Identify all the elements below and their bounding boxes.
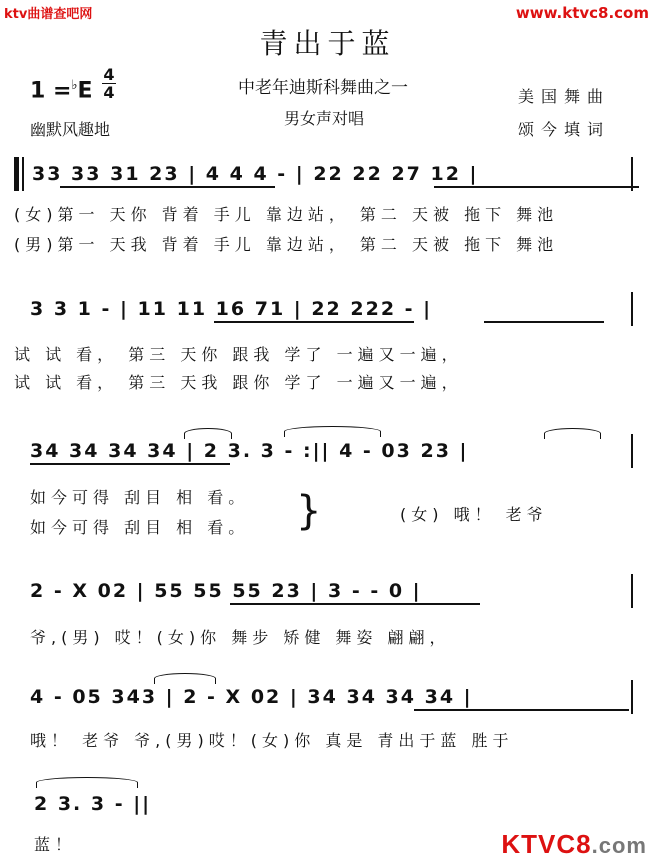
lyric-row-3b: 如今可得 刮目 相 看。 — [30, 518, 250, 537]
key-letter: E — [77, 78, 93, 104]
key-label: 1 = — [30, 78, 72, 104]
song-title: 青出于蓝 — [259, 27, 396, 60]
tie — [184, 428, 232, 439]
beam — [414, 709, 629, 711]
notes-row-3: 34 34 34 34 | 2 3. 3 - :|| 4 - 03 23 | — [30, 440, 469, 462]
barline — [631, 680, 633, 714]
beam — [434, 186, 639, 188]
score-row-1 — [14, 163, 633, 203]
score-row-4 — [14, 580, 633, 620]
key-signature — [30, 78, 93, 103]
flat-icon: ♭ — [71, 78, 78, 93]
lyric-row-2b: 试 试 看， 第三 天我 跟你 学了 一遍又一遍， — [14, 373, 463, 392]
lyric-row-5: 哦！ 老爷 爷,(男)哎！(女)你 真是 青出于蓝 胜于 — [30, 731, 514, 750]
barline — [631, 574, 633, 608]
tie — [544, 428, 601, 439]
barline — [631, 434, 633, 468]
subtitle: 中老年迪斯科舞曲之一 — [238, 78, 408, 98]
barline — [631, 157, 633, 191]
lyric-row-1b: (男)第一 天我 背着 手儿 靠边站， 第二 天被 拖下 舞池 — [14, 235, 559, 254]
watermark-domain: .com — [591, 833, 647, 858]
watermark-top-right: www.ktvc8.com — [515, 4, 649, 22]
notes-row-6: 2 3. 3 - || — [34, 793, 152, 815]
lyricist-credit: 颂今填词 — [518, 120, 611, 139]
notes-row-4: 2 - X 02 | 55 55 55 23 | 3 - - 0 | — [30, 580, 422, 602]
meter-top: 4 — [103, 65, 115, 84]
performance-note: 男女声对唱 — [284, 109, 365, 128]
repeat-start-barline — [14, 157, 19, 191]
watermark-brand: KTVC8 — [501, 829, 592, 859]
beam — [484, 321, 604, 323]
watermark-bottom-right — [501, 829, 647, 860]
expression-marking: 幽默风趣地 — [30, 120, 111, 139]
barline — [22, 157, 24, 191]
barline — [631, 292, 633, 326]
brace-icon: } — [296, 488, 322, 534]
tie — [36, 777, 138, 788]
triplet-mark — [154, 673, 216, 684]
beam — [30, 463, 230, 465]
origin-credit: 美国舞曲 — [518, 87, 611, 106]
notes-row-2: 3 3 1 - | 11 11 16 71 | 22 222 - | — [30, 298, 433, 320]
watermark-top-left: ktv曲谱查吧网 — [4, 7, 93, 22]
notes-row-1: 33 33 31 23 | 4 4 4 - | 22 22 27 12 | — [32, 163, 479, 185]
lyric-row-4: 爷,(男) 哎！(女)你 舞步 矫健 舞姿 翩翩， — [30, 628, 451, 647]
score-row-5 — [14, 686, 633, 726]
time-signature — [102, 66, 116, 101]
beam — [214, 321, 414, 323]
score-row-2 — [14, 298, 633, 338]
notes-row-5: 4 - 05 343 | 2 - X 02 | 34 34 34 34 | — [30, 686, 473, 708]
score-row-3 — [14, 440, 633, 480]
lyric-row-6: 蓝！ — [34, 835, 77, 854]
tie — [284, 426, 381, 437]
lyric-row-1a: (女)第一 天你 背着 手儿 靠边站， 第二 天被 拖下 舞池 — [14, 205, 559, 224]
lyric-row-3a: 如今可得 刮目 相 看。 — [30, 488, 250, 507]
lyric-row-3-side: (女) 哦！ 老爷 — [400, 505, 548, 524]
lyric-row-2a: 试 试 看， 第三 天你 跟我 学了 一遍又一遍， — [14, 345, 463, 364]
beam — [60, 186, 275, 188]
meter-bottom: 4 — [103, 83, 115, 102]
score-row-6 — [14, 793, 633, 833]
beam — [230, 603, 480, 605]
